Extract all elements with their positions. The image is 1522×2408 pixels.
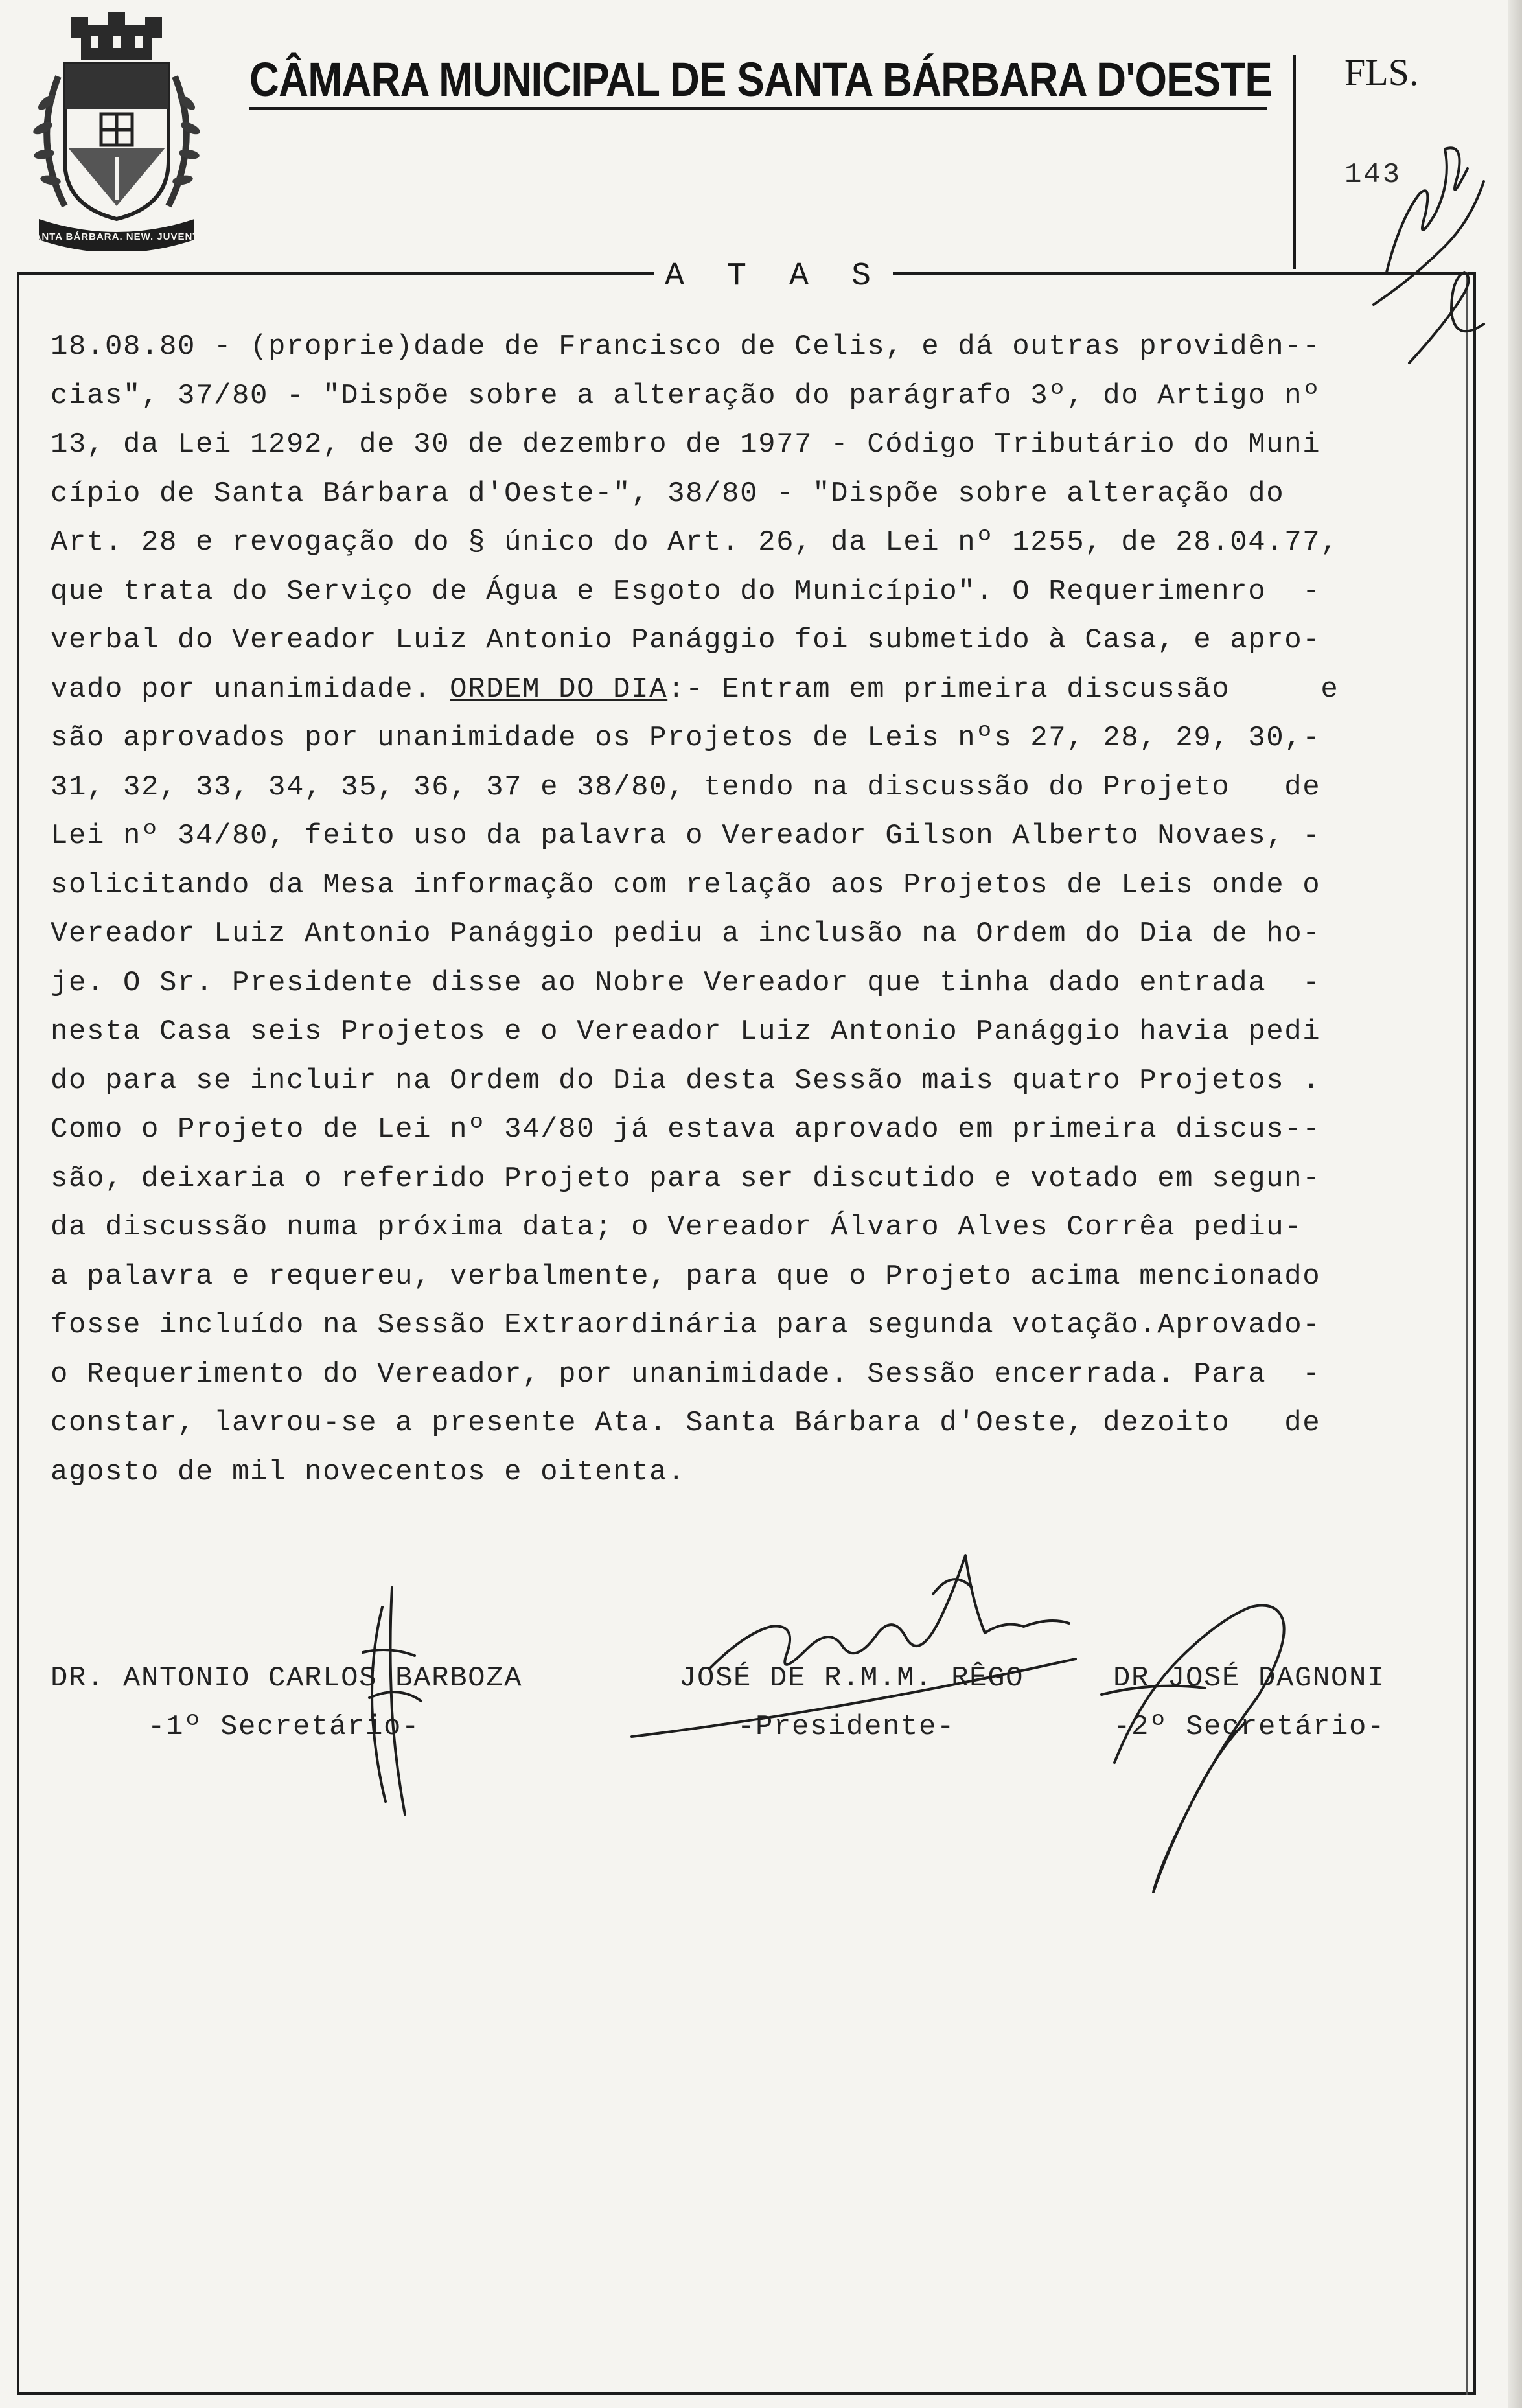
text-line-ordem — [51, 666, 1444, 715]
minutes-body — [51, 323, 1444, 1497]
fls-label: FLS. — [1344, 51, 1419, 93]
text-line: 13, da Lei 1292, de 30 de dezembro de 1977 - Código Tributário do Muni — [51, 428, 1321, 461]
text-line: fosse incluído na Sessão Extraordinária para segunda votação.Aprovado- — [51, 1309, 1321, 1341]
text-line: são, deixaria o referido Projeto para ser discutido e votado em segun- — [51, 1162, 1321, 1195]
text-line: cias", 37/80 - "Dispõe sobre a alteração do parágrafo 3º, do Artigo nº — [51, 379, 1321, 412]
text-line: Como o Projeto de Lei nº 34/80 já estava aprovado em primeira discus-- — [51, 1113, 1321, 1146]
text-line: Lei nº 34/80, feito uso da palavra o Vereador Gilson Alberto Novaes, - — [51, 820, 1321, 852]
text-line: que trata do Serviço de Água e Esgoto do Município". O Requerimenro - — [51, 575, 1321, 608]
text-line: são aprovados por unanimidade os Projetos de Leis nºs 27, 28, 29, 30,- — [51, 722, 1321, 754]
signature-name-secretary-1: DR. ANTONIO CARLOS BARBOZA — [51, 1662, 523, 1695]
text-line: cípio de Santa Bárbara d'Oeste-", 38/80 - "Dispõe sobre alteração do — [51, 477, 1285, 510]
text-line: Art. 28 e revogação do § único do Art. 26, da Lei nº 1255, de 28.04.77, — [51, 526, 1339, 559]
signature-name-secretary-2: DR JOSÉ DAGNONI — [1113, 1662, 1386, 1695]
text-line: o Requerimento do Vereador, por unanimidade. Sessão encerrada. Para - — [51, 1358, 1321, 1391]
text-line: a palavra e requereu, verbalmente, para que o Projeto acima mencionado — [51, 1260, 1321, 1293]
text-fragment: vado por unanimidade. — [51, 673, 450, 706]
text-line: agosto de mil novecentos e oitenta. — [51, 1455, 686, 1488]
text-line: je. O Sr. Presidente disse ao Nobre Vereador que tinha dado entrada - — [51, 966, 1321, 999]
text-line: 31, 32, 33, 34, 35, 36, 37 e 38/80, tendo na discussão do Projeto de — [51, 770, 1321, 804]
signature-role-secretary-1: -1º Secretário- — [148, 1711, 421, 1743]
section-title: A T A S — [654, 258, 893, 295]
text-line: do para se incluir na Ordem do Dia desta Sessão mais quatro Projetos . — [51, 1064, 1321, 1097]
text-fragment: :- Entram em primeira discussão e — [667, 673, 1339, 706]
text-line: verbal do Vereador Luiz Antonio Panággio foi submetido à Casa, e apro- — [51, 624, 1321, 656]
page-number: 143 — [1344, 159, 1402, 191]
text-line: da discussão numa próxima data; o Vereador Álvaro Alves Corrêa pediu- — [51, 1211, 1303, 1244]
header-vertical-rule — [1293, 55, 1296, 269]
municipal-crest-icon — [19, 12, 214, 251]
text-line: solicitando da Mesa informação com relação aos Projetos de Leis onde o — [51, 868, 1321, 901]
header-title: CÂMARA MUNICIPAL DE SANTA BÁRBARA D'OESTE — [249, 52, 1272, 106]
text-line: constar, lavrou-se a presente Ata. Santa Bárbara d'Oeste, dezoito de — [51, 1407, 1321, 1439]
signature-name-president: JOSÉ DE R.M.M. RÊGO — [679, 1662, 1024, 1695]
ordem-do-dia-heading: ORDEM DO DIA — [450, 673, 668, 706]
document-frame-inner-line — [1466, 272, 1468, 2395]
signature-role-secretary-2: -2º Secretário- — [1113, 1711, 1386, 1743]
text-line: Vereador Luiz Antonio Panággio pediu a inclusão na Ordem do Dia de ho- — [51, 918, 1321, 950]
signature-role-president: -Presidente- — [737, 1711, 956, 1743]
text-line: 18.08.80 - (proprie)dade de Francisco de Celis, e dá outras providên-- — [51, 330, 1321, 363]
page-edge-shadow — [1508, 0, 1522, 2408]
text-line: nesta Casa seis Projetos e o Vereador Luiz Antonio Panággio havia pedi — [51, 1015, 1321, 1048]
crest-ribbon-text: SANTA BÁRBARA. NEW. JUVENTE — [27, 231, 207, 242]
header-rule — [249, 107, 1267, 110]
